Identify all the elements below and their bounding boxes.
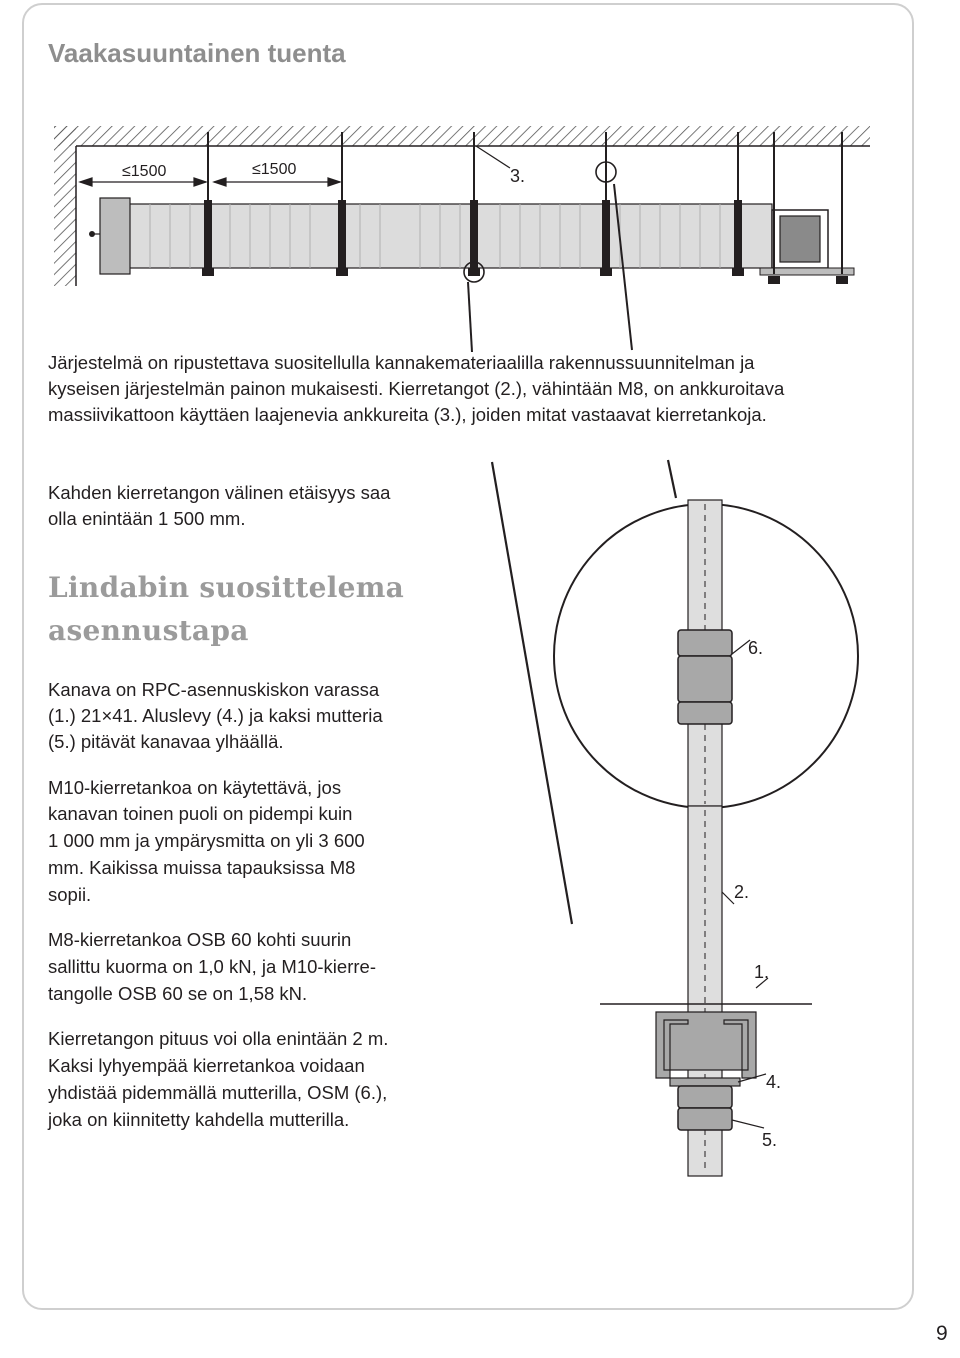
anchor-callout: 3. [510, 166, 526, 186]
m10-line: M10-kierretankoa on käytettävä, jos [48, 777, 342, 798]
intro-line-2: kyseisen järjestelmän painon mukaisesti. Kierretangot (2.), vähintään M8, on ankkuroitava [48, 378, 785, 399]
m10-line: sopii. [48, 884, 92, 905]
label-rail: 1. [754, 962, 770, 982]
load-line: tangolle OSB 60 se on 1,58 kN. [48, 983, 308, 1004]
rail-detail [600, 806, 812, 1176]
label-coupler: 6. [748, 638, 764, 658]
label-nut: 5. [762, 1130, 778, 1150]
load-line: M8-kierretankoa OSB 60 kohti suurin [48, 929, 352, 950]
rail-line: (5.) pitävät kanavaa ylhäällä. [48, 731, 284, 752]
section-heading [48, 566, 408, 652]
page-title: Vaakasuuntainen tuenta [48, 38, 346, 68]
dimension-label-1: ≤1500 [122, 163, 167, 180]
m10-line: mm. Kaikissa muissa tapauksissa M8 [48, 857, 356, 878]
load-line: sallittu kuorma on 1,0 kN, ja M10-kierre- [48, 956, 376, 977]
spacing-line-2: olla enintään 1 500 mm. [48, 508, 246, 529]
rail-line: (1.) 21×41. Aluslevy (4.) ja kaksi mutteria [48, 705, 383, 726]
rail-line: Kanava on RPC-asennuskiskon varassa [48, 679, 380, 700]
dimension-label-2: ≤1500 [252, 161, 297, 178]
m10-line: kanavan toinen puoli on pidempi kuin [48, 803, 353, 824]
section-heading-line-1: Lindabin suosittelema [48, 571, 405, 604]
length-line: joka on kiinnitetty kahdella mutterilla. [48, 1109, 350, 1130]
length-line: yhdistää pidemmällä mutterilla, OSM (6.), [48, 1082, 388, 1103]
length-line: Kierretangon pituus voi olla enintään 2 m. [48, 1028, 389, 1049]
m10-line: 1 000 mm ja ympärysmitta on yli 3 600 [48, 830, 365, 851]
spacing-line-1: Kahden kierretangon välinen etäisyys saa [48, 482, 391, 503]
label-washer: 4. [766, 1072, 782, 1092]
page-number: 9 [936, 1322, 948, 1345]
section-heading-line-2: asennustapa [48, 614, 249, 647]
dimension-lines [80, 150, 342, 200]
length-line: Kaksi lyhyempää kierretankoa voidaan [48, 1055, 365, 1076]
intro-line-1: Järjestelmä on ripustettava suositellulla kannakemateriaalilla rakennussuunnitelman ja [48, 352, 755, 373]
label-rod: 2. [734, 882, 750, 902]
intro-line-3: massiivikattoon käyttäen laajenevia ankkureita (3.), joiden mitat vastaavat kierretankoja. [48, 404, 767, 425]
rod-detail [554, 500, 858, 808]
duct [89, 198, 772, 274]
